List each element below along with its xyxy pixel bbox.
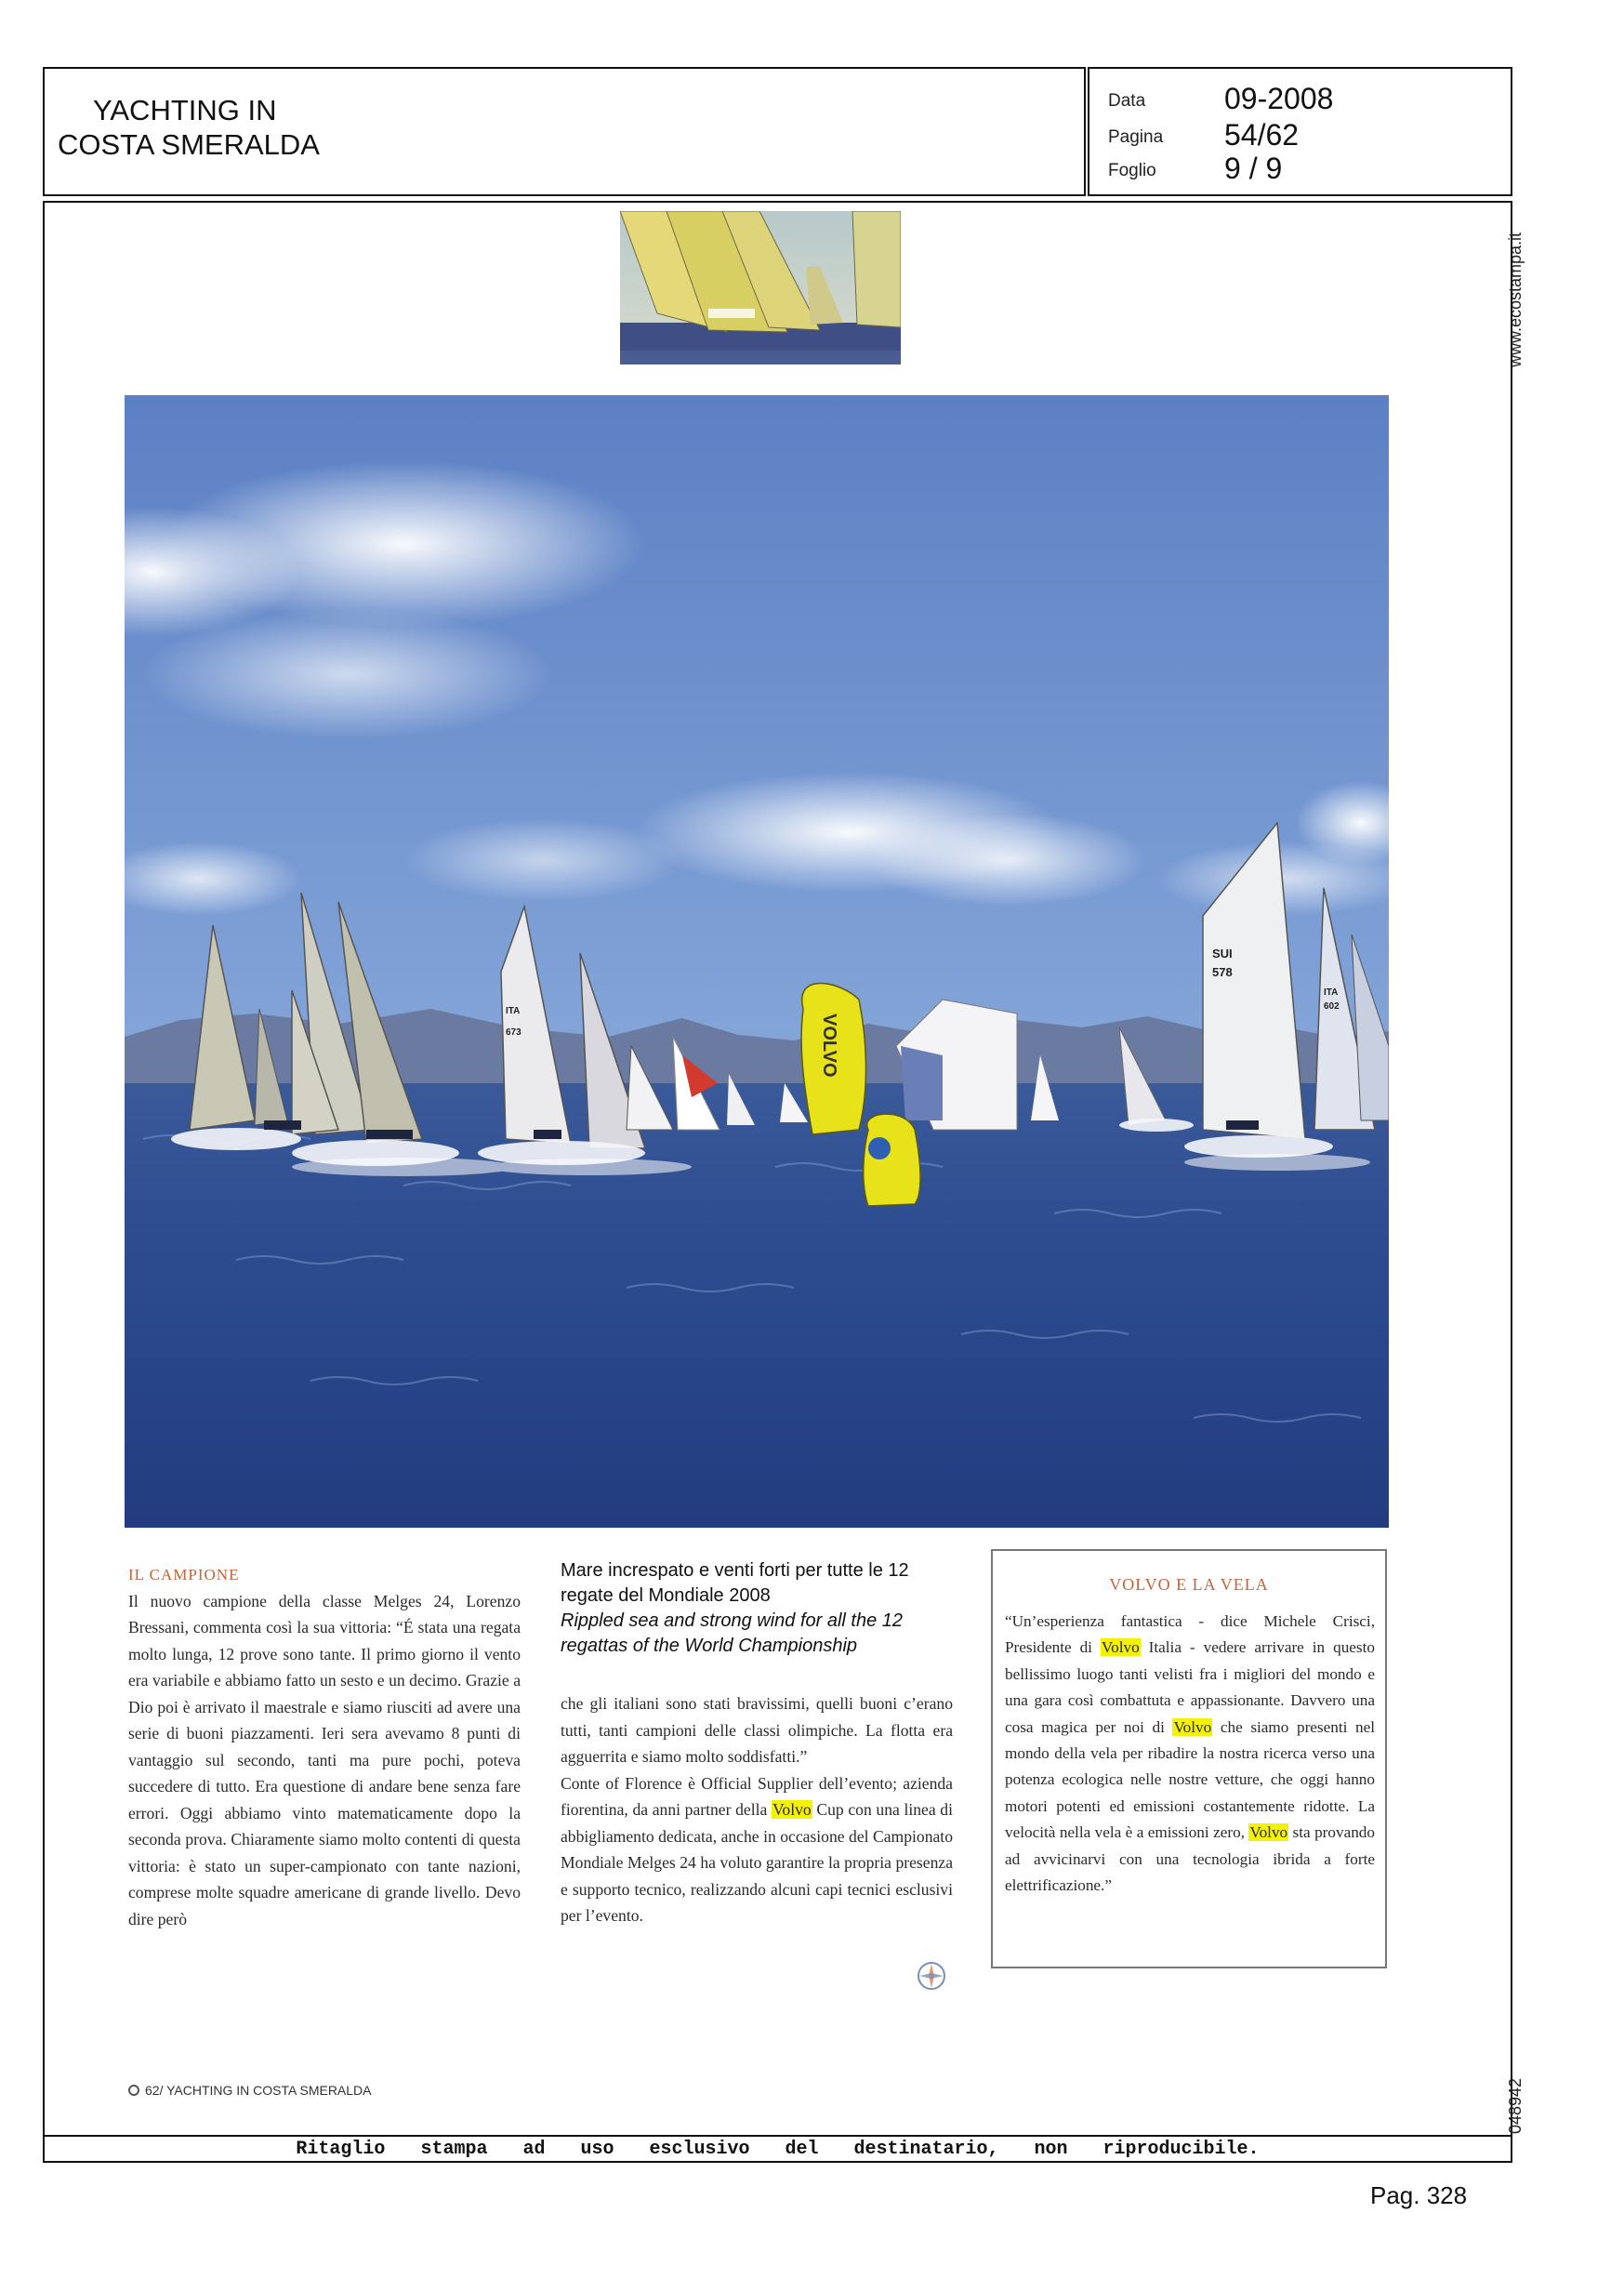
sail-number-578: 578 [1212, 965, 1233, 979]
article-column-1 [128, 1562, 521, 1932]
regatta-photo [125, 395, 1389, 1528]
sail-number-sui: SUI [1212, 947, 1233, 961]
caption-italian: Mare increspato e venti forti per tutte le 12 regate del Mondiale 2008 [561, 1560, 909, 1606]
text-run: sta provando ad avvicinarvi con una tecnologia ibrida a forte elettrificazione.” [1005, 1823, 1375, 1895]
publication-header [43, 67, 1086, 196]
publication-title-line1: YACHTING IN [93, 94, 277, 126]
article-text-2b [561, 1770, 953, 1929]
photo-caption [561, 1558, 951, 1659]
article-kicker: IL CAMPIONE [128, 1566, 240, 1583]
sail-country-ita-right: ITA [1324, 987, 1339, 998]
document-code: 048942 [1506, 2077, 1525, 2134]
meta-row-data [1108, 80, 1499, 117]
sail-country-ita-mid: ITA [506, 1006, 521, 1016]
meta-key: Pagina [1108, 127, 1164, 147]
publication-title-line2: COSTA SMERALDA [58, 128, 320, 161]
text-run: Italia - vedere arrivare in questo bellissimo luogo tanti velisti fra i migliori del mondo e una gara così combattuta e appassionante. Davvero una cosa magica per noi di [1005, 1638, 1375, 1736]
article-text-1: Il nuovo campione della classe Melges 24, Lorenzo Bressani, commenta così la sua vittoria: “É stata una regata molto lunga, 12 prove sono tante. Il primo giorno il vento era variabile e abbiamo fatto un sesto e un decimo. Grazie a Dio poi è arrivato il maestrale e siamo riusciti ad avere una serie di buoni piazzamenti. Ieri sera avevamo 8 punti di vantaggio sul secondo, tanti ma pure pochi, poteva succedere di tutto. Era questione di andare bene senza fare errori. Oggi abbiamo vinto matematicamente dopo la seconda prova. Chiaramente siamo molto contenti di questa vittoria: è stato un super-campionato con tante nazioni, comprese molte squadre americane di grande livello. Devo dire però [128, 1591, 521, 1928]
meta-value: 09-2008 [1224, 82, 1334, 115]
thumbnail-photo [620, 211, 901, 364]
magazine-reference-text: 62/ YACHTING IN COSTA SMERALDA [145, 2083, 372, 2098]
copyright-notice: Ritaglio stampa ad uso esclusivo del destinatario, non riproducibile. [296, 2139, 1260, 2160]
compass-icon [916, 1960, 947, 1992]
meta-key: Data [1108, 91, 1146, 111]
article-column-2 [561, 1690, 953, 1929]
sail-number-602: 602 [1324, 1001, 1340, 1012]
bullet-icon [128, 2085, 139, 2096]
text-run: “Un’esperienza fantastica - dice Michele Crisci, Presidente di [1005, 1612, 1375, 1657]
buoy-label: VOLVO [819, 1014, 839, 1078]
article-text-2a: che gli italiani sono stati bravissimi, quelli buoni c’erano tutti, tanti campioni delle classi olimpiche. La flotta era agguerrita e siamo molto soddisfatti.” [561, 1694, 953, 1766]
magazine-page-reference [128, 2083, 372, 2098]
highlight-volvo: Volvo [1173, 1717, 1212, 1736]
highlight-volvo: Volvo [1249, 1823, 1288, 1842]
meta-value: 9 / 9 [1224, 152, 1283, 185]
text-run: Conte of Florence è Official Supplier dell’evento; azienda fiorentina, da anni partner della [561, 1773, 953, 1819]
sidebar-title: VOLVO E LA VELA [1109, 1575, 1269, 1594]
meta-row-foglio [1108, 151, 1499, 188]
caption-english: Rippled sea and strong wind for all the 12 regattas of the World Championship [561, 1610, 904, 1656]
volvo-sidebar-box [991, 1549, 1387, 1968]
meta-row-pagina [1108, 115, 1499, 152]
sidebar-text [1005, 1609, 1375, 1899]
meta-key: Foglio [1108, 161, 1156, 180]
meta-value: 54/62 [1224, 118, 1300, 152]
copyright-strip [43, 2135, 1512, 2163]
metadata-box [1088, 67, 1512, 196]
page-number: Pag. 328 [1370, 2181, 1468, 2209]
highlight-volvo: Volvo [1101, 1638, 1140, 1657]
source-url: www.ecostampa.it [1506, 232, 1525, 367]
sail-number-673: 673 [506, 1027, 522, 1038]
highlight-volvo: Volvo [772, 1800, 812, 1819]
publication-title [58, 93, 320, 162]
text-run: che siamo presenti nel mondo della vela per ribadire la nostra ricerca verso una potenza ecologica nelle nostre vetture, che oggi hanno motori potenti ed emissioni costantemente ridotte. La velocità nella vela è a emissioni zero, [1005, 1717, 1375, 1842]
text-run: Cup con una linea di abbigliamento dedicata, anche in occasione del Campionato Mondiale Melges 24 ha voluto garantire la propria presenza e supporto tecnico, realizzando alcuni capi tecnici esclusivi per l’evento. [561, 1800, 953, 1925]
